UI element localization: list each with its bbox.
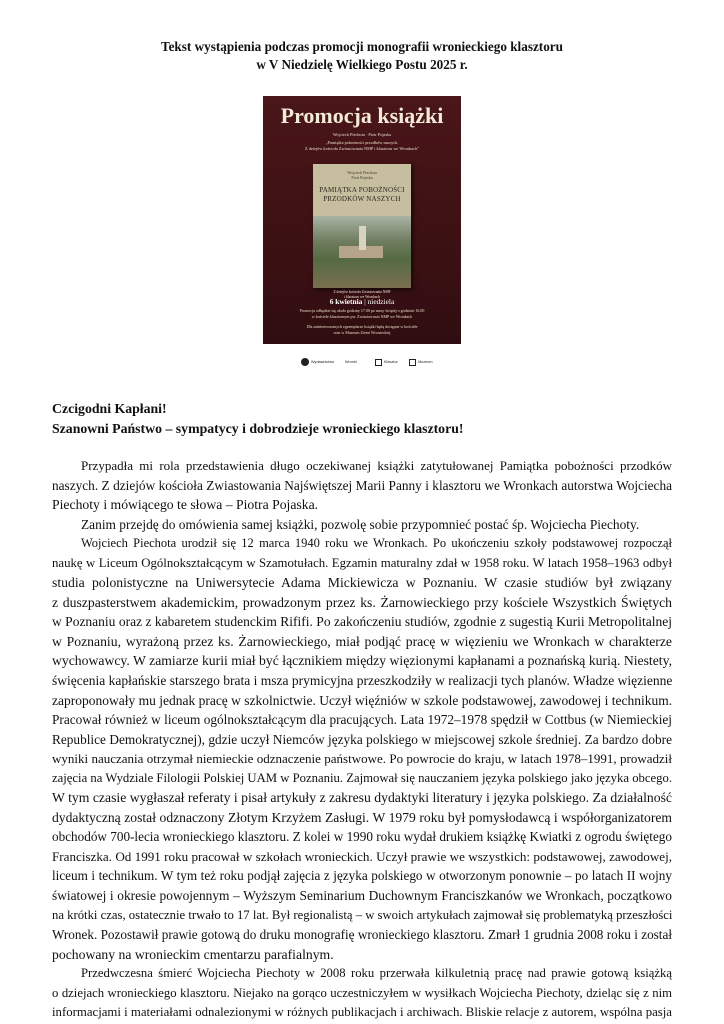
book-caption-line-1: Z dziejów kościoła Zwiastowania NMP: [333, 290, 391, 294]
body-line: dydaktyczną został odznaczony Złotym Krzyżem Zasługi. W 1979 roku był pomysłodawcą i współorganizatorem: [52, 809, 672, 825]
poster-info-line-2: w kościele klasztornym pw. Zwiastowania NMP we Wronkach: [311, 314, 413, 319]
body-line: obchodów 700-lecia wronieckiego klasztoru. Z kolei w 1990 roku wydał drukiem książkę Kwiatki z ogrodu świętego: [52, 829, 672, 845]
book-caption-line-2: i klasztoru we Wronkach: [344, 294, 380, 299]
poster-logo-strip: [263, 344, 461, 378]
body-line: Republice Demokratycznej), gdzie uczył Niemców języka polskiego w miejscowej szkole średniej. Za bardzo dobre: [52, 731, 672, 747]
body-line: Franciszka. Od 1991 roku pracował w szkołach wronieckich. Uczył prawie we wszystkich: podstawowej, zawodowej,: [52, 848, 672, 864]
heading-line-1: Tekst wystąpienia podczas promocji monografii wronieckiego klasztoru: [161, 39, 563, 54]
body-line: naszych. Z dziejów kościoła Zwiastowania Najświętszej Marii Panny i klasztoru we Wronkach autorstwa Wojciecha: [52, 477, 672, 493]
book-cover-photo: [313, 216, 411, 288]
logo-4-label: Muzeum: [418, 360, 433, 364]
greeting-line-2: Szanowni Państwo – sympatycy i dobrodzieje wronieckiego klasztoru!: [52, 421, 464, 436]
logo-3: [375, 358, 398, 366]
body-line: o dziejach wronieckiego klasztoru. Niejako na gorąco uczestniczyłem w wysiłkach Wojciecha Piechoty, dzieląc się z nim: [52, 985, 672, 1000]
body-line: Wojciech Piechota urodził się 12 marca 1940 roku we Wronkach. Po ukończeniu szkoły podstawowej rozpoczął: [81, 536, 672, 551]
book-author-1: Wojciech Piechota: [347, 170, 377, 175]
poster-info-line-1: Promocja odbędzie się około godziny 17.00 po mszy świętej o godzinie 16.00: [299, 308, 425, 313]
church-tower-shape: [359, 226, 366, 250]
logo-1: [301, 358, 334, 366]
body-line: W tym czasie wygłaszał referaty i pisał artykuły z zakresu dydaktyki literatury i języka polskiego. Za działalność: [52, 790, 672, 806]
poster-small-line-2: oraz w Muzeum Ziemi Wronieckiej: [333, 330, 391, 335]
book-title-line-2: PRZODKÓW NASZYCH: [323, 194, 401, 203]
book-cover-title: [317, 186, 407, 203]
body-line: w Poznaniu oraz z kabaretem studenckim Rififi. Po zakończeniu studiów, zgodnie z sugestią Kurii Metropolitalnej: [52, 614, 672, 630]
body-line: Pracował również w liceum ogólnokształcącym dla pracujących. Lata 1972–1978 spędził w Cottbus (w Niemieckiej: [52, 712, 672, 728]
poster-authors: Wojciech Piechota · Piotr Pojaska: [332, 132, 392, 137]
logo-2: [345, 358, 357, 366]
poster-subtitle-line-1: „Pamiątka pobożności przodków naszych.: [325, 140, 399, 145]
museum-logo-icon: [409, 359, 416, 366]
body-line: zajęcia na Wydziale Filologii Polskiej UAM w Poznaniu. Zajmował się nauczaniem języka polskiego jako języka obcego.: [52, 770, 672, 785]
poster-date-weekday: | niedziela: [364, 297, 395, 306]
logo-1-label: Wydawnictwo: [311, 360, 335, 364]
body-line: Zanim przejdę do omówienia samej książki, pozwolę sobie przypomnieć postać śp. Wojciecha Piechoty.: [81, 516, 640, 532]
document-heading: [60, 38, 664, 74]
body-line: Przedwczesna śmierć Wojciecha Piechoty w 2008 roku przerwała kilkuletnią pracę nad prawie gotową książką: [81, 966, 672, 981]
body-line: liceum i technikum. W tym też roku podjął zajęcia z języka polskiego w otworzonym ponownie – po latach II wojny: [52, 868, 672, 884]
body-line: pochowany na wronieckim cmentarzu parafialnym.: [52, 946, 334, 962]
book-promotion-poster: [263, 96, 461, 378]
logo-3-label: Klasztor: [384, 360, 398, 364]
greeting: [52, 399, 672, 439]
logo-4: [409, 358, 433, 366]
publisher-logo-icon: [301, 358, 309, 366]
body-line: święcenia kapłańskie starszego brata i msza prymicyjna przeszkodziły w realizacji tych planów. Władze więzienne: [52, 673, 673, 689]
book-title-line-1: PAMIĄTKA POBOŻNOŚCI: [319, 186, 405, 194]
book-cover-image: [313, 164, 411, 288]
body-line: informacjami i materiałami odnalezionymi w różnych publikacjach i archiwach. Bliskie relacje z autorem, wspólna pasja: [52, 1005, 672, 1020]
poster-small-line-1: Dla zainteresowanych egzemplarze książki będą dostępne w kościele: [306, 324, 418, 329]
body-line: Piechoty i mówiącego te słowa – Piotra Pojaska.: [52, 497, 319, 513]
body-line: Przypadła mi rola przedstawienia długo oczekiwanej książki zatytułowanej Pamiątka pobożności przodków: [81, 458, 672, 473]
body-line: Wronek. Pozostawił prawie gotową do druku monografię wronieckiego klasztoru. Zmarł 1 grudnia 2008 roku i został: [52, 927, 672, 943]
heading-line-2: w V Niedzielę Wielkiego Postu 2025 r.: [256, 57, 468, 72]
body-line: światowej i okresie powojennym – Wyższym Seminarium Duchownym Franciszkanów we Wronkach, początkowo: [52, 888, 672, 904]
body-line: wychowawcy. W zamiarze kurii miał być łącznikiem między więzionymi kapłanami a poznańską kurią. Niestety,: [52, 653, 672, 669]
poster-date-day: 6 kwietnia: [329, 297, 363, 306]
body-line: na krótki czas, ostatecznie trwało to 17 lat. Był regionalistą – w swoich artykułach zajmował się problematyką przeszłości: [52, 907, 673, 922]
body-line: z duszpasterstwem akademickim, prowadzonym przez ks. Żarnowieckiego przy kościele Wszystkich Świętych: [52, 594, 672, 610]
body-line: zaproponowały mu jednak pracę w szkolnictwie. Uczył więźniów w szkole podstawowej, zawodowej i technikum.: [52, 692, 673, 708]
body-line: w Poznaniu, wyrażoną przez ks. Żarnowieckiego, miał podjąć pracę w więzieniu we Wronkach w charakterze: [52, 633, 672, 649]
logo-2-label: Wronki: [345, 360, 357, 364]
monastery-logo-icon: [375, 359, 382, 366]
body-line: naukę w Liceum Ogólnokształcącym w Szamotułach. Egzamin maturalny zdał w 1958 roku. W latach 1958–1963 odbył: [52, 555, 672, 570]
body-line: studia polonistyczne na Uniwersytecie Adama Mickiewicza w Poznaniu. W czasie studiów był związany: [52, 575, 672, 591]
speech-body: [52, 456, 672, 1023]
greeting-line-1: Czcigodni Kapłani!: [52, 401, 167, 416]
book-author-2: Piotr Pojaska: [351, 175, 373, 180]
book-cover-authors: [315, 170, 409, 180]
poster-subtitle-line-2: Z dziejów kościoła Zwiastowania NMP i klasztoru we Wronkach”: [305, 146, 419, 151]
poster-title: Promocja książki: [280, 103, 444, 128]
body-line: wyniki nauczania otrzymał niemieckie odznaczenie państwowe. Po powrocie do kraju, w latach 1978–1991, prowadził: [52, 751, 672, 767]
